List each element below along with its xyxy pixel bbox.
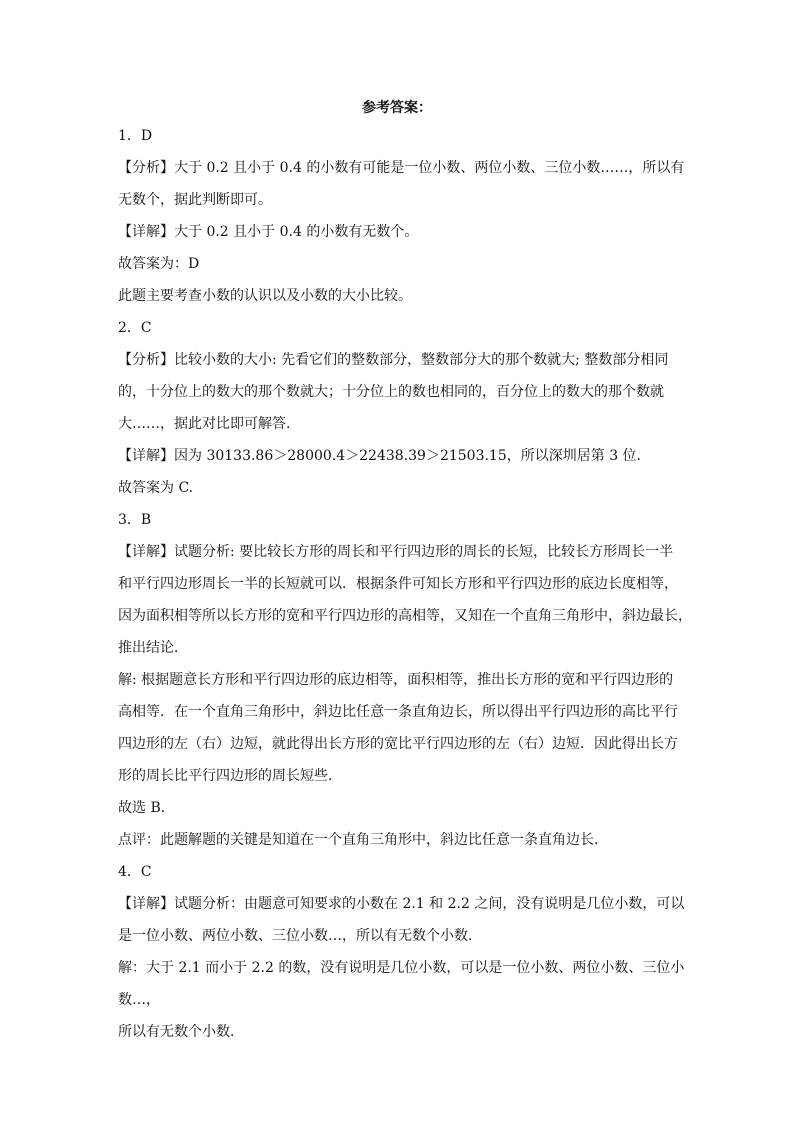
q3-solution-cont: 高相等．在一个直角三角形中，斜边比任意一条直角边长，所以得出平行四边形的高比平行 (118, 704, 678, 720)
q3-solution: 解: 根据题意长方形和平行四边形的底边相等，面积相等，推出长方形的宽和平行四边形的 (118, 672, 674, 688)
q1-analysis: 【分析】大于 0.2 且小于 0.4 的小数有可能是一位小数、两位小数、三位小数……，所以有 (118, 160, 685, 176)
q3-detail: 【详解】试题分析: 要比较长方形的周长和平行四边形的周长的长短，比较长方形周长一半 (118, 544, 674, 560)
q3-answer: 3．B (118, 512, 152, 528)
q1-conclusion: 故答案为：D (118, 256, 200, 272)
q1-analysis-cont: 无数个，据此判断即可。 (118, 192, 272, 208)
q3-solution-cont: 四边形的左（右）边短，就此得出长方形的宽比平行四边形的左（右）边短．因此得出长方 (118, 736, 678, 752)
q2-conclusion: 故答案为 C. (118, 480, 194, 496)
answer-key-title: 参考答案： (362, 100, 432, 116)
q3-comment: 点评：此题解题的关键是知道在一个直角三角形中，斜边比任意一条直角边长． (118, 832, 608, 848)
q1-note: 此题主要考查小数的认识以及小数的大小比较。 (118, 288, 412, 304)
q1-answer: 1．D (118, 128, 153, 144)
q4-conclusion: 所以有无数个小数． (118, 1024, 244, 1040)
q2-analysis-cont: 大……，据此对比即可解答. (118, 416, 291, 432)
q3-detail-cont: 和平行四边形周长一半的长短就可以．根据条件可知长方形和平行四边形的底边长度相等， (118, 576, 678, 592)
q4-detail: 【详解】试题分析：由题意可知要求的小数在 2.1 和 2.2 之间，没有说明是几位小数，可以 (118, 896, 685, 912)
q2-detail: 【详解】因为 30133.86＞28000.4＞22438.39＞21503.15，所以深圳居第 3 位. (118, 448, 642, 464)
q1-detail: 【详解】大于 0.2 且小于 0.4 的小数有无数个。 (118, 224, 419, 240)
q4-solution-cont: 数…， (118, 992, 160, 1008)
q4-solution: 解：大于 2.1 而小于 2.2 的数，没有说明是几位小数，可以是一位小数、两位小数、三位小 (118, 960, 685, 976)
q3-detail-cont: 因为面积相等所以长方形的宽和平行四边形的高相等，又知在一个直角三角形中，斜边最长， (118, 608, 692, 624)
q2-answer: 2．C (118, 320, 152, 336)
q3-detail-cont: 推出结论． (118, 640, 188, 656)
q4-answer: 4．C (118, 864, 152, 880)
q3-solution-cont: 形的周长比平行四边形的周长短些． (118, 768, 342, 784)
q4-detail-cont: 是一位小数、两位小数、三位小数…，所以有无数个小数． (118, 928, 482, 944)
q2-analysis-cont: 的，十分位上的数大的那个数就大；十分位上的数也相同的，百分位上的数大的那个数就 (118, 384, 664, 400)
q2-analysis: 【分析】比较小数的大小: 先看它们的整数部分，整数部分大的那个数就大; 整数部分相同 (118, 352, 669, 368)
q3-conclusion: 故选 B． (118, 800, 175, 816)
